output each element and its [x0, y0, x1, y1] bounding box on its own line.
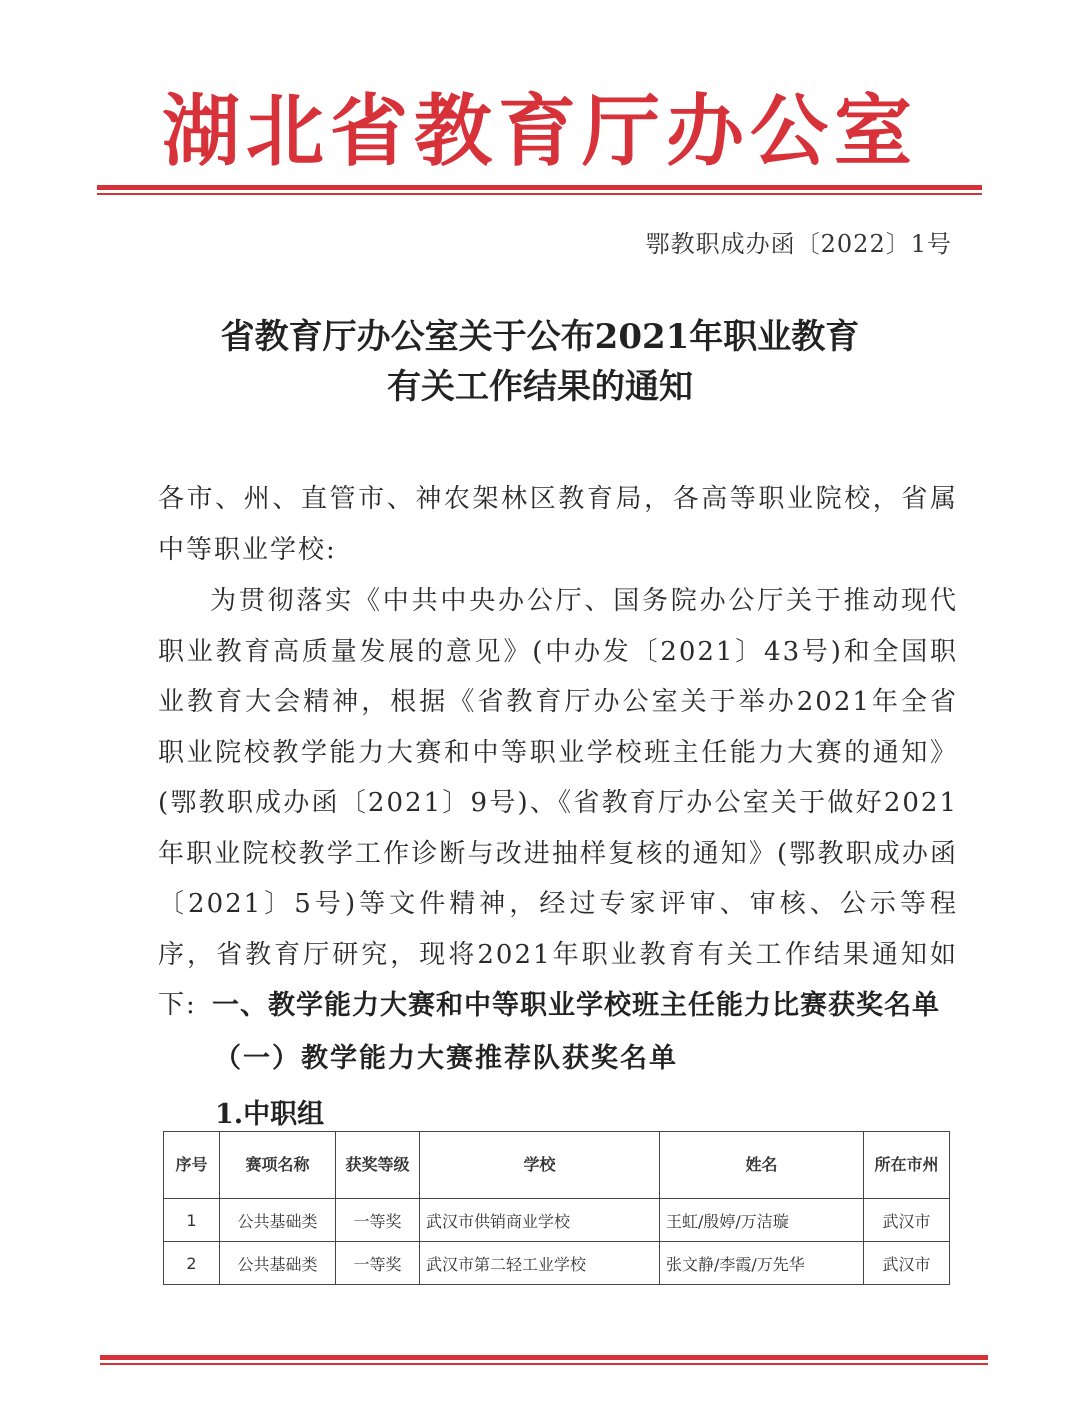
table-header-row	[164, 1132, 950, 1199]
cell-city: 武汉市	[864, 1199, 950, 1242]
footer-red-rule	[100, 1355, 988, 1365]
cell-names: 王虹/殷婷/万洁璇	[660, 1199, 864, 1242]
cell-school: 武汉市第二轻工业学校	[420, 1242, 660, 1285]
cell-city: 武汉市	[864, 1242, 950, 1285]
masthead-title: 湖北省教育厅办公室	[161, 87, 918, 177]
cell-award: 一等奖	[336, 1199, 420, 1242]
document-title	[100, 312, 980, 412]
header-cell-event: 赛项名称	[220, 1132, 336, 1199]
cell-event: 公共基础类	[220, 1199, 336, 1242]
masthead-red-rule	[97, 185, 982, 195]
header-cell-no: 序号	[164, 1132, 220, 1199]
cell-event: 公共基础类	[220, 1242, 336, 1285]
cell-no: 2	[164, 1242, 220, 1285]
cell-no: 1	[164, 1199, 220, 1242]
header-cell-award: 获奖等级	[336, 1132, 420, 1199]
awards-table	[163, 1131, 950, 1285]
section-heading-1: 一、教学能力大赛和中等职业学校班主任能力比赛获奖名单	[212, 990, 940, 1021]
body-paragraph: 为贯彻落实《中共中央办公厅、国务院办公厅关于推动现代职业教育高质量发展的意见》(中办发〔2021〕43号)和全国职业教育大会精神，根据《省教育厅办公室关于举办2021年全省职业院校教学能力大赛和中等职业学校班主任能力大赛的通知》(鄂教职成办函〔2021〕9号)、《省教育厅办公室关于做好2021年职业院校教学工作诊断与改进抽样复核的通知》(鄂教职成办函〔2021〕5号)等文件精神，经过专家评审、审核、公示等程序，省教育厅研究，现将2021年职业教育有关工作结果通知如下:	[158, 586, 958, 1020]
table-row	[164, 1242, 950, 1285]
table-row	[164, 1199, 950, 1242]
cell-school: 武汉市供销商业学校	[420, 1199, 660, 1242]
document-number: 鄂教职成办函〔2022〕1号	[645, 230, 952, 258]
header-cell-school: 学校	[420, 1132, 660, 1199]
header-cell-names: 姓名	[660, 1132, 864, 1199]
section-heading-2: （一）教学能力大赛推荐队获奖名单	[214, 1043, 678, 1074]
document-title-line1: 省教育厅办公室关于公布2021年职业教育	[220, 317, 860, 357]
salutation: 各市、州、直管市、神农架林区教育局，各高等职业院校，省属中等职业学校:	[158, 484, 958, 565]
cell-names: 张文静/李霞/万先华	[660, 1242, 864, 1285]
header-cell-city: 所在市州	[864, 1132, 950, 1199]
cell-award: 一等奖	[336, 1242, 420, 1285]
document-title-line2: 有关工作结果的通知	[387, 367, 693, 407]
section-heading-3: 1.中职组	[215, 1099, 325, 1130]
